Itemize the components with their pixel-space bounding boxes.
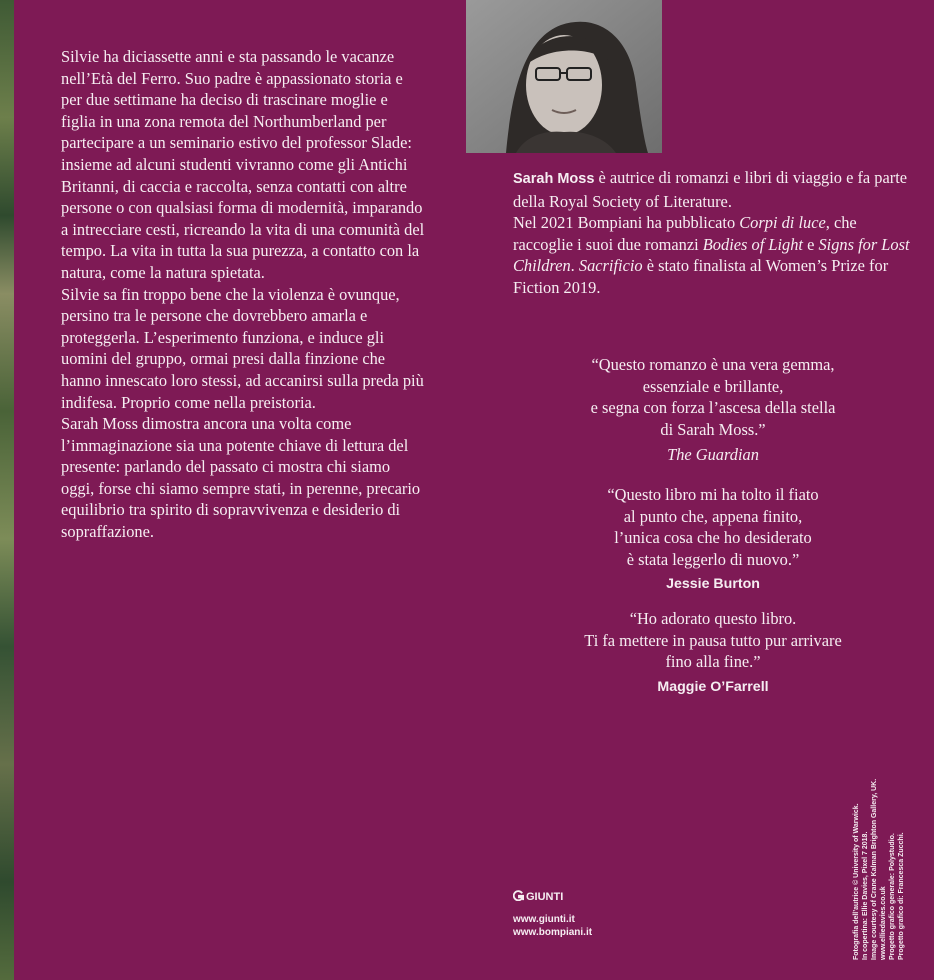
book-title-bodies-of-light: Bodies of Light <box>702 234 803 254</box>
quote-source: Jessie Burton <box>666 576 760 593</box>
publisher-links <box>513 913 592 939</box>
quote-source: Maggie O’Farrell <box>657 678 769 695</box>
author-portrait-image <box>466 0 662 153</box>
link-giunti[interactable]: www.giunti.it <box>513 914 575 925</box>
quote-line: al punto che, appena finito, <box>623 506 803 526</box>
quote-line: “Questo libro mi ha tolto il fiato <box>607 485 819 504</box>
quote-line: “Ho adorato questo libro. <box>629 609 797 628</box>
quote-line: fino alla fine.” <box>665 652 761 672</box>
quote-guardian <box>513 354 913 466</box>
quote-line: “Questo romanzo è una vera gemma, <box>591 355 835 374</box>
synopsis-text <box>61 46 426 543</box>
author-photo <box>466 0 662 153</box>
bio-line-2-mid: , che raccoglie i suoi due romanzi <box>513 213 857 254</box>
bio-line-2-end: è stato finalista al Women’s Prize for Fiction 2019. <box>513 256 889 297</box>
bio-line-1: è autrice di romanzi e libri di viaggio e fa parte della Royal Society of Literature. <box>513 168 908 211</box>
photo-credits <box>852 760 906 960</box>
credit-line: Fotografia dell’autrice © University of Warwick. <box>853 803 860 960</box>
quote-line: l’unica cosa che ho desiderato <box>614 528 812 548</box>
quote-jessie-burton <box>513 484 913 594</box>
bio-paragraph <box>513 167 913 212</box>
bio-paragraph-2 <box>513 212 913 298</box>
bio-line-2-and: e <box>802 234 819 254</box>
credit-line: Image courtesy of Crane Kalman Brighton Gallery, UK. <box>871 778 878 960</box>
quote-line: essenziale e brillante, <box>642 376 784 396</box>
book-title-signs: Signs for Lost Children <box>513 234 910 276</box>
cover-photo-edge <box>0 0 14 980</box>
quote-line: è stata leggerlo di nuovo.” <box>626 549 800 569</box>
quote-source: The Guardian <box>667 445 759 465</box>
quote-maggie-ofarrell <box>513 608 913 697</box>
synopsis-paragraph-3: Sarah Moss dimostra ancora una volta come l’immaginazione sia una potente chiave di lettura del presente: parlando del passato ci mostra chi siamo oggi, forse chi siamo sempre stati, in perenne, precario equilibrio tra spirito di sopravvivenza e desiderio di sopraffazione. <box>61 414 421 542</box>
book-title-sacrificio: Sacrificio <box>578 256 643 276</box>
quote-line: di Sarah Moss.” <box>660 419 766 439</box>
publisher-logo <box>513 890 563 904</box>
book-title-corpi-di-luce: Corpi di luce <box>739 213 826 233</box>
credit-line: www.elliedavies.co.uk <box>880 886 887 960</box>
author-name: Sarah Moss <box>513 171 595 187</box>
quote-line: e segna con forza l’ascesa della stella <box>590 398 836 418</box>
author-bio <box>513 167 913 299</box>
link-bompiani[interactable]: www.bompiani.it <box>513 927 593 938</box>
credit-line: Progetto grafico generale: Polystudio. <box>889 833 896 960</box>
credit-line: Progetto grafico di: Francesca Zucchi. <box>898 832 905 960</box>
bio-line-2-dot: . <box>570 256 579 276</box>
quote-line: Ti fa mettere in pausa tutto pur arrivare <box>584 630 842 650</box>
synopsis-paragraph-1: Silvie ha diciassette anni e sta passando le vacanze nell’Età del Ferro. Suo padre è appassionato storia e per due settimane ha deciso di trascinare moglie e figlia in una zona remota del Northumberland per partecipare a un seminario estivo del professor Slade: insieme ad alcuni studenti vivranno come gli Antichi Britanni, di caccia e raccolta, senza contatti con altre persone o con qualsiasi forma di modernità, imparando a intrecciare cesti, ricreando la vita di una comunità del tempo. La vita in tutta la sua purezza, a contatto con la natura, come la natura spietata. <box>61 47 425 282</box>
synopsis-paragraph-2: Silvie sa fin troppo bene che la violenza è ovunque, persino tra le persone che dovrebbero amarla e proteggerla. L’esperimento funziona, e induce gli uomini del gruppo, ormai presi dalla finzione che hanno innescato loro stessi, ad accanirsi sulla preda più indifesa. Proprio come nella preistoria. <box>61 284 424 412</box>
bio-line-2-pre: Nel 2021 Bompiani ha pubblicato <box>513 213 740 233</box>
giunti-g-logo-icon <box>513 890 524 904</box>
credit-line: In copertina: Ellie Davies, Pixel 7 2018. <box>862 831 869 960</box>
publisher-name: GIUNTI <box>526 891 564 903</box>
